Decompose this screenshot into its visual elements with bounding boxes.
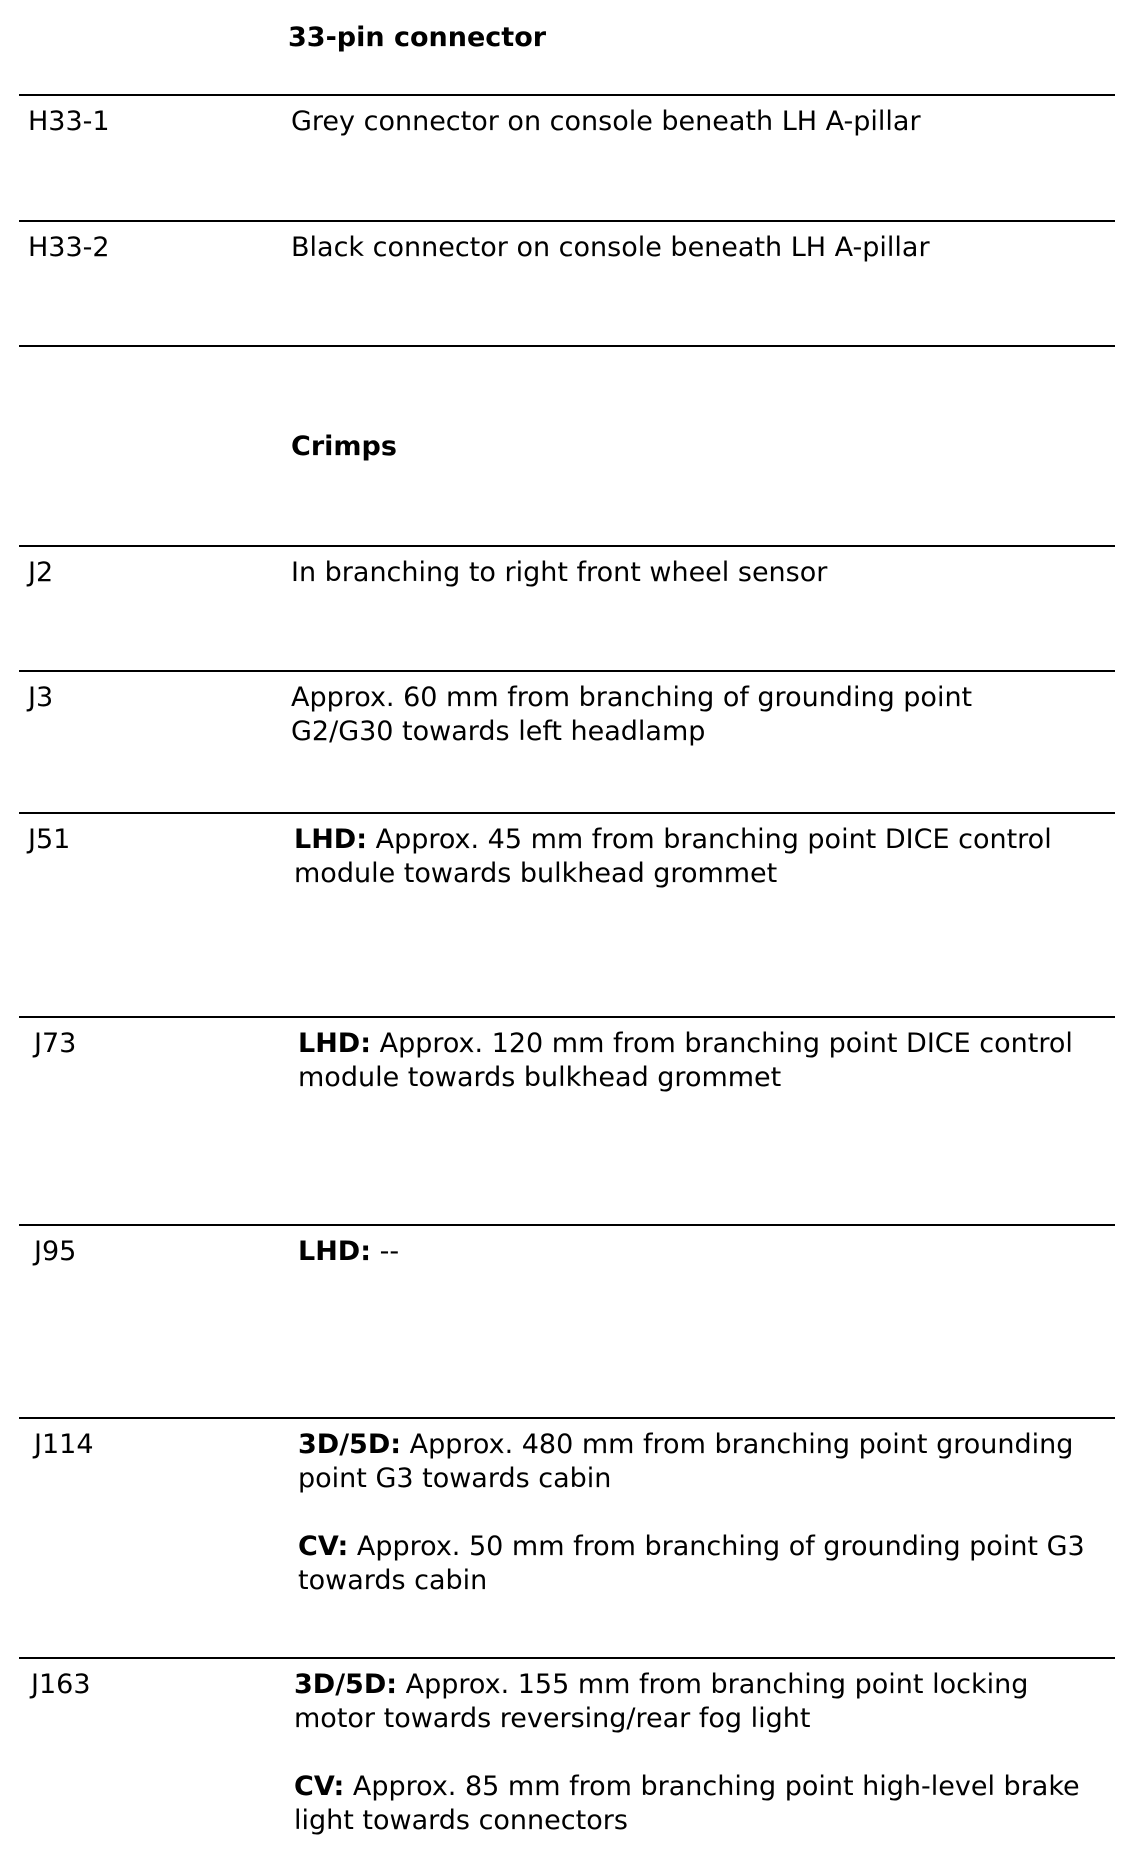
- row-description: [298, 1027, 1136, 1095]
- divider: [19, 670, 1115, 672]
- divider: [19, 812, 1115, 814]
- description-paragraph: Black connector on console beneath LH A-pillar: [291, 232, 930, 263]
- row-description: [291, 556, 1136, 590]
- description-paragraph: LHD: Approx. 45 mm from branching point DICE control module towards bulkhead grommet: [294, 824, 1052, 889]
- divider: [19, 1016, 1115, 1018]
- description-paragraph: CV: Approx. 50 mm from branching of grounding point G3 towards cabin: [298, 1531, 1085, 1596]
- row-code: J73: [34, 1028, 77, 1059]
- row-description: [291, 105, 1136, 139]
- row-code: H33-1: [28, 106, 110, 137]
- row-description: [298, 1235, 1136, 1269]
- row-code: J51: [28, 824, 71, 855]
- divider: [19, 94, 1115, 96]
- row-code: H33-2: [28, 232, 110, 263]
- row-description: [291, 231, 1136, 265]
- description-paragraph: LHD: Approx. 120 mm from branching point DICE control module towards bulkhead grommet: [298, 1028, 1073, 1093]
- row-description: [294, 1668, 1094, 1838]
- row-code: J95: [34, 1236, 77, 1267]
- divider: [19, 220, 1115, 222]
- row-code: J163: [31, 1669, 91, 1700]
- row-description: [291, 681, 1041, 749]
- description-paragraph: In branching to right front wheel sensor: [291, 557, 828, 588]
- section-heading-crimps: Crimps: [291, 431, 397, 462]
- description-paragraph: 3D/5D: Approx. 480 mm from branching point grounding point G3 towards cabin: [298, 1429, 1074, 1494]
- divider: [19, 1224, 1115, 1226]
- section-heading-connector: 33-pin connector: [288, 22, 547, 53]
- row-description: [294, 823, 1136, 891]
- description-paragraph: LHD: --: [298, 1236, 400, 1267]
- row-code: J114: [34, 1429, 94, 1460]
- description-paragraph: CV: Approx. 85 mm from branching point high-level brake light towards connectors: [294, 1771, 1080, 1836]
- description-paragraph: Approx. 60 mm from branching of grounding point G2/G30 towards left headlamp: [291, 682, 973, 747]
- row-code: J3: [28, 682, 54, 713]
- description-paragraph: Grey connector on console beneath LH A-pillar: [291, 106, 921, 137]
- description-paragraph: 3D/5D: Approx. 155 mm from branching point locking motor towards reversing/rear fog light: [294, 1669, 1029, 1734]
- divider: [19, 1657, 1115, 1659]
- divider: [19, 545, 1115, 547]
- divider: [19, 1417, 1115, 1419]
- divider: [19, 345, 1115, 347]
- row-code: J2: [28, 557, 54, 588]
- row-description: [298, 1428, 1118, 1598]
